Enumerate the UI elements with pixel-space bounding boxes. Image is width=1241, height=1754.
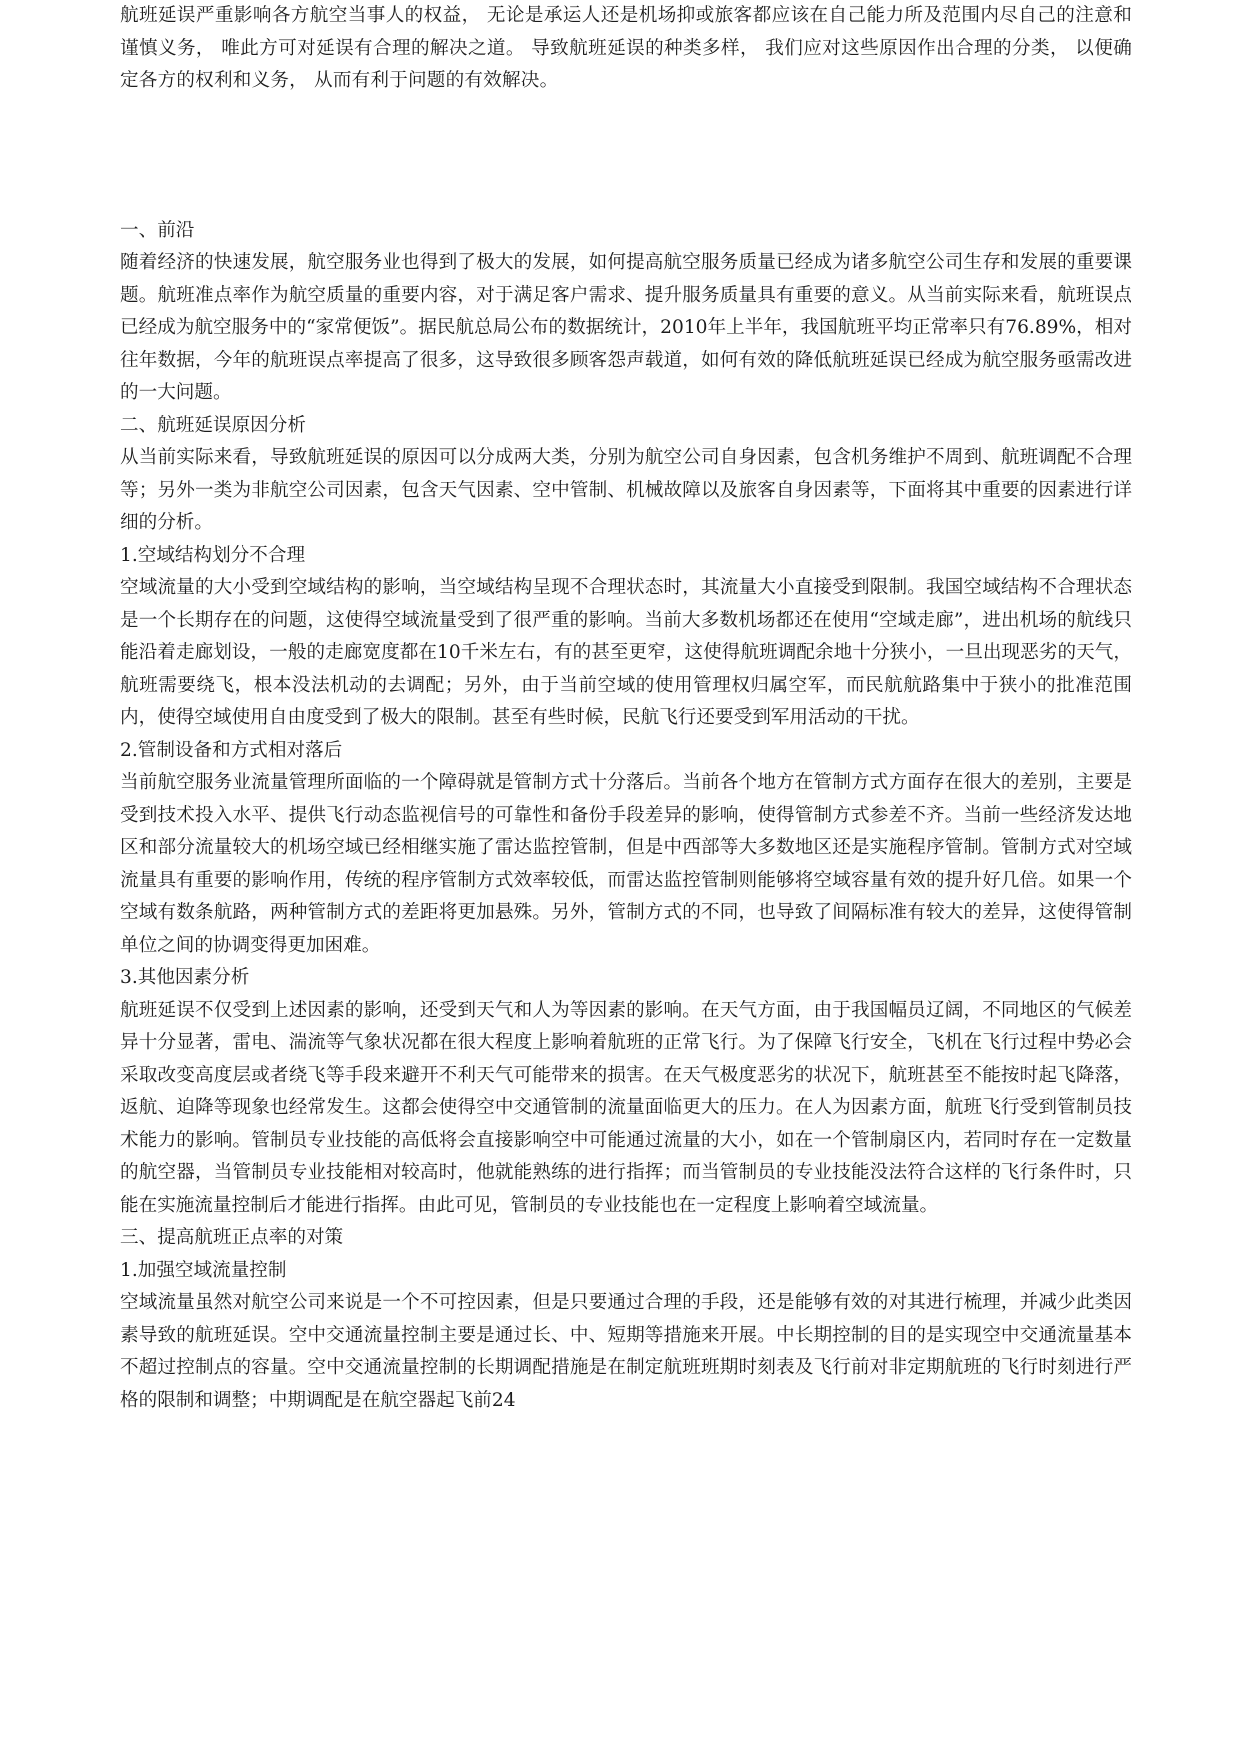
subsection-heading-other-factors: 3.其他因素分析 <box>120 967 250 988</box>
subsection-text-control-equipment: 当前航空服务业流量管理所面临的一个障碍就是管制方式十分落后。当前各个地方在管制方式方面存在很大的差别，主要是受到技术投入水平、提供飞行动态监视信号的可靠性和备份手段差异的影响，使得管制方式参差不齐。当前一些经济发达地区和部分流量较大的机场空域已经相继实施了雷达监控管制，但是中西部等大多数地区还是实施程序管制。管制方式对空域流量具有重要的影响作用，传统的程序管制方式效率较低，而雷达监控管制则能够将空域容量有效的提升好几倍。如果一个空域有数条航路，两种管制方式的差距将更加悬殊。另外，管制方式的不同，也导致了间隔标准有较大的差异，这使得管制单位之间的协调变得更加困难。 <box>120 772 1132 956</box>
section-heading-delay-causes: 二、航班延误原因分析 <box>120 414 306 436</box>
abstract-paragraph: 航班延误严重影响各方航空当事人的权益， 无论是承运人还是机场抑或旅客都应该在自己能力所及范围内尽自己的注意和谨慎义务， 唯此方可对延误有合理的解决之道。 导致航班延误的种类多样， 我们应对这些原因作出合理的分类， 以便确定各方的权利和义务， 从而有利于问题的有效解决。 <box>120 5 1132 91</box>
document-body <box>120 215 1132 1418</box>
subsection-text-other-factors: 航班延误不仅受到上述因素的影响，还受到天气和人为等因素的影响。在天气方面，由于我国幅员辽阔，不同地区的气候差异十分显著，雷电、湍流等气象状况都在很大程度上影响着航班的正常飞行。为了保障飞行安全，飞机在飞行过程中势必会采取改变高度层或者绕飞等手段来避开不利天气可能带来的损害。在天气极度恶劣的状况下，航班甚至不能按时起飞降落，返航、迫降等现象也经常发生。这都会使得空中交通管制的流量面临更大的压力。在人为因素方面，航班飞行受到管制员技术能力的影响。管制员专业技能的高低将会直接影响空中可能通过流量的大小，如在一个管制扇区内，若同时存在一定数量的航空器，当管制员专业技能相对较高时，他就能熟练的进行指挥；而当管制员的专业技能没法符合这样的飞行条件时，只能在实施流量控制后才能进行指挥。由此可见，管制员的专业技能也在一定程度上影响着空域流量。 <box>120 999 1132 1216</box>
subsection-heading-flow-control: 1.加强空域流量控制 <box>120 1259 287 1281</box>
subsection-heading-control-equipment: 2.管制设备和方式相对落后 <box>120 739 343 761</box>
document-page <box>120 0 1132 1417</box>
subsection-text-flow-control: 空域流量虽然对航空公司来说是一个不可控因素，但是只要通过合理的手段，还是能够有效的对其进行梳理，并减少此类因素导致的航班延误。空中交通流量控制主要是通过长、中、短期等措施来开展。中长期控制的目的是实现空中交通流量基本不超过控制点的容量。空中交通流量控制的长期调配措施是在制定航班班期时刻表及飞行前对非定期航班的飞行时刻进行严格的限制和调整；中期调配是在航空器起飞前24 <box>120 1292 1132 1411</box>
section-heading-countermeasures: 三、提高航班正点率的对策 <box>120 1227 344 1248</box>
subsection-heading-airspace-structure: 1.空域结构划分不合理 <box>120 544 306 566</box>
section-text-preface: 随着经济的快速发展，航空服务业也得到了极大的发展，如何提高航空服务质量已经成为诸多航空公司生存和发展的重要课题。航班准点率作为航空质量的重要内容，对于满足客户需求、提升服务质量具有重要的意义。从当前实际来看，航班误点已经成为航空服务中的“家常便饭”。据民航总局公布的数据统计，2010年上半年，我国航班平均正常率只有76.89%，相对往年数据，今年的航班误点率提高了很多，这导致很多顾客怨声载道，如何有效的降低航班延误已经成为航空服务亟需改进的一大问题。 <box>120 252 1132 403</box>
section-text-delay-causes: 从当前实际来看，导致航班延误的原因可以分成两大类，分别为航空公司自身因素，包含机务维护不周到、航班调配不合理等；另外一类为非航空公司因素，包含天气因素、空中管制、机械故障以及旅客自身因素等，下面将其中重要的因素进行详细的分析。 <box>120 447 1132 533</box>
section-heading-preface: 一、前沿 <box>120 219 195 241</box>
subsection-text-airspace-structure: 空域流量的大小受到空域结构的影响，当空域结构呈现不合理状态时，其流量大小直接受到限制。我国空域结构不合理状态是一个长期存在的问题，这使得空域流量受到了很严重的影响。当前大多数机场都还在使用“空域走廊”，进出机场的航线只能沿着走廊划设，一般的走廊宽度都在10千米左右，有的甚至更窄，这使得航班调配余地十分狭小，一旦出现恶劣的天气，航班需要绕飞，根本没法机动的去调配；另外，由于当前空域的使用管理权归属空军，而民航航路集中于狭小的批准范围内，使得空域使用自由度受到了极大的限制。甚至有些时候，民航飞行还要受到军用活动的干扰。 <box>120 577 1132 728</box>
